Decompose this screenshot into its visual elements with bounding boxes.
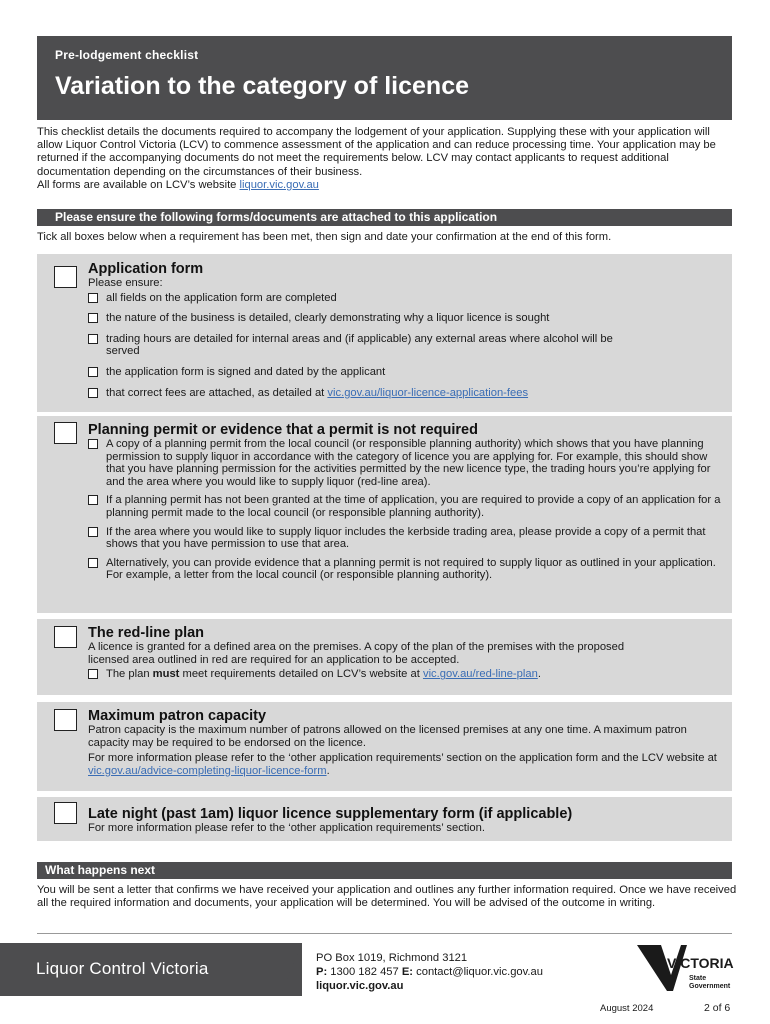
tick-instruction: Tick all boxes below when a requirement has been met, then sign and date your confirmation at the end of this form.: [37, 231, 612, 243]
item-text: A copy of a planning permit from the local council (or responsible planning authority) which shows that you have planning permission to supply liquor in accordance with the category of licence you are applying for. For example, this should show that you have planning permission for the activities permitted by the new licence type, the trading hours you’re applying for and the area where you would like to supply liquor (red-line area).: [106, 438, 711, 488]
footer-address: PO Box 1019, Richmond 3121: [316, 952, 468, 964]
item-text: the nature of the business is detailed, clearly demonstrating why a liquor licence is sought: [106, 312, 550, 325]
planning-permit-title: Planning permit or evidence that a permit is not required: [88, 422, 478, 438]
item-checkbox[interactable]: [88, 313, 98, 323]
red-line-plan-link[interactable]: vic.gov.au/red-line-plan: [422, 668, 538, 681]
checklist-item: [88, 366, 726, 379]
item-emphasis: must: [152, 668, 180, 681]
patron-capacity-more: [88, 752, 726, 777]
lcv-website-link[interactable]: liquor.vic.gov.au: [239, 178, 319, 191]
logo-word: VICTORIA: [667, 955, 734, 971]
item-text: If a planning permit has not been granted at the time of application, you are required to provide a copy of an application for a planning permit made to the local council (or responsible planning authority).: [106, 494, 721, 519]
item-text: Alternatively, you can provide evidence that a planning permit is not required to supply liquor as outlined in your application. For example, a letter from the local council (or responsible planning authority).: [106, 556, 716, 582]
intro-text: This checklist details the documents required to accompany the lodgement of your application. Supplying these with your application will allow Liquor Control Victoria (LCV) to commence assessment of the application and can reduce processing time. Your application may be returned if the accompanying documents do not meet the requirements below. LCV may contact applicants to request additional documentation depending on the circumstances of their business.: [37, 126, 716, 178]
patron-capacity-checkbox[interactable]: [54, 709, 77, 731]
red-line-plan-title: The red-line plan: [88, 625, 205, 641]
footer-band-notch: [280, 943, 302, 996]
victoria-state-government-logo-icon: [637, 943, 737, 993]
page-title: Variation to the category of licence: [55, 72, 470, 100]
item-checkbox[interactable]: [88, 495, 98, 505]
logo-sub-government: Government: [689, 983, 731, 990]
item-text: The plan: [106, 668, 153, 681]
intro-forms-line: [37, 179, 737, 192]
footer-org-name: Liquor Control Victoria: [36, 959, 209, 978]
item-checkbox[interactable]: [88, 367, 98, 377]
item-text: .: [537, 668, 541, 681]
footer-date: August 2024: [600, 1003, 654, 1014]
item-checkbox[interactable]: [88, 439, 98, 449]
checklist-item: [88, 557, 726, 582]
intro-paragraph: [37, 126, 737, 192]
application-form-lead: Please ensure:: [88, 277, 163, 289]
phone-label: P:: [316, 966, 328, 978]
footer-website[interactable]: liquor.vic.gov.au: [316, 980, 404, 992]
late-night-title: Late night (past 1am) liquor licence supplementary form (if applicable): [88, 806, 573, 822]
footer-brand-band: [0, 943, 302, 996]
next-text: You will be sent a letter that confirms we have received your application and outlines any further information required. Once we have received all the required information and documents, your application will be determined. You will be advised of the outcome in writing.: [37, 884, 737, 910]
page-number: 2 of 6: [704, 1002, 731, 1014]
header-kicker: Pre-lodgement checklist: [55, 48, 199, 62]
email-label: E:: [401, 966, 414, 978]
fees-link[interactable]: vic.gov.au/liquor-licence-application-fees: [327, 386, 529, 399]
page-header: [37, 36, 732, 120]
checklist-item: [88, 333, 648, 358]
attachments-section-bar: Please ensure the following forms/documents are attached to this application: [37, 209, 732, 226]
checklist-item: [88, 494, 726, 519]
item-text: trading hours are detailed for internal areas and (if applicable) any external areas where alcohol will be served: [106, 332, 613, 358]
item-checkbox[interactable]: [88, 388, 98, 398]
item-text: meet requirements detailed on LCV’s website at: [179, 668, 423, 681]
item-text: all fields on the application form are completed: [106, 291, 337, 304]
next-section-bar: What happens next: [37, 862, 732, 879]
item-text: If the area where you would like to supply liquor includes the kerbside trading area, please provide a copy of a permit that shows that you have permission to use that area.: [106, 525, 706, 551]
footer-contact: [316, 951, 543, 993]
item-checkbox[interactable]: [88, 527, 98, 537]
late-night-text: For more information please refer to the ‘other application requirements’ section.: [88, 822, 485, 834]
checklist-item: [88, 312, 726, 325]
checklist-item: [88, 292, 726, 305]
checklist-item: [88, 526, 726, 551]
application-form-title: Application form: [88, 261, 204, 277]
phone-number: 1300 182 457: [327, 966, 402, 978]
item-checkbox[interactable]: [88, 669, 98, 679]
patron-capacity-text: Patron capacity is the maximum number of patrons allowed on the licensed premises at any one time. A maximum patron capacity may be required to be endorsed on the licence.: [88, 724, 687, 749]
logo-sub-state: State: [689, 975, 707, 982]
footer-divider: [37, 933, 732, 934]
advice-form-link[interactable]: vic.gov.au/advice-completing-liquor-licence-form: [88, 764, 327, 777]
red-line-plan-text: A licence is granted for a defined area on the premises. A copy of the plan of the premises with the proposed licensed area outlined in red are required for an application to be accepted.: [88, 641, 625, 666]
item-checkbox[interactable]: [88, 558, 98, 568]
intro-forms-prefix: All forms are available on LCV’s website: [37, 178, 240, 191]
checklist-item: [88, 438, 726, 488]
planning-permit-checkbox[interactable]: [54, 422, 77, 444]
patron-capacity-title: Maximum patron capacity: [88, 708, 267, 724]
footer-phone-email: [316, 965, 543, 979]
email-address[interactable]: contact@liquor.vic.gov.au: [413, 966, 543, 978]
section-late-night: [37, 797, 732, 841]
more-text: For more information please refer to the ‘other application requirements’ section on the application form and the LCV website at: [88, 752, 717, 765]
application-form-checkbox[interactable]: [54, 266, 77, 288]
red-line-plan-checkbox[interactable]: [54, 626, 77, 648]
item-checkbox[interactable]: [88, 293, 98, 303]
checklist-item: [88, 387, 726, 400]
more-text: .: [326, 764, 330, 777]
checklist-item: [88, 668, 726, 681]
item-checkbox[interactable]: [88, 334, 98, 344]
item-text: the application form is signed and dated by the applicant: [106, 365, 386, 378]
item-text: that correct fees are attached, as detailed at: [106, 386, 328, 399]
late-night-checkbox[interactable]: [54, 802, 77, 824]
section-application-form: [37, 254, 732, 412]
section-planning-permit: [37, 416, 732, 613]
section-patron-capacity: [37, 702, 732, 791]
section-red-line-plan: [37, 619, 732, 695]
